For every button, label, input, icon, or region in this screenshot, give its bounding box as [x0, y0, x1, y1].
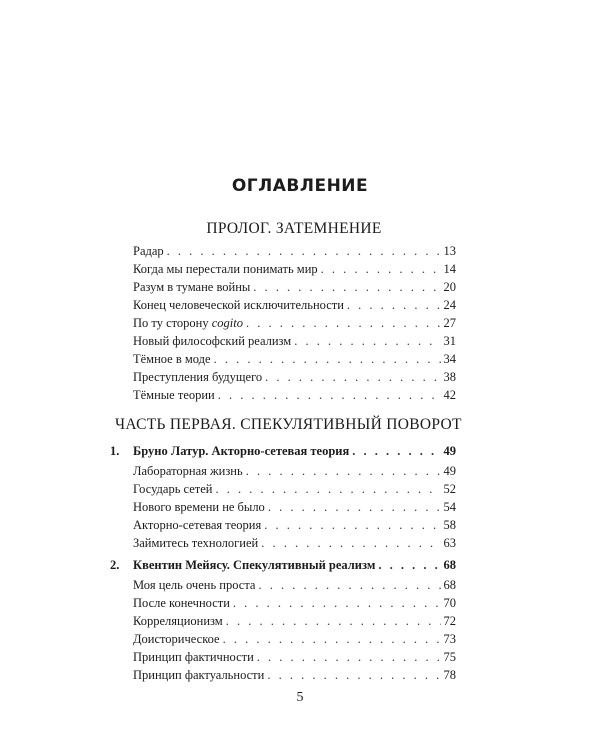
chapter-label: [110, 558, 375, 572]
chapter-title: Квентин Мейясу. Спекулятивный реализм: [133, 558, 376, 572]
leader-dots: [347, 298, 441, 312]
entry-page: 38: [443, 370, 456, 384]
leader-dots: [268, 500, 441, 514]
leader-dots: [378, 558, 440, 572]
leader-dots: [294, 334, 440, 348]
chapter-number: 2.: [110, 558, 120, 572]
entry-label: Нового времени не было: [133, 500, 265, 514]
leader-dots: [258, 578, 440, 592]
entry-label: Акторно-сетевая теория: [133, 518, 262, 532]
toc-entry[interactable]: [133, 352, 456, 366]
toc-entry[interactable]: [133, 464, 456, 478]
entry-label: Моя цель очень проста: [133, 578, 256, 592]
entry-page: 70: [443, 596, 456, 610]
leader-dots: [218, 388, 441, 402]
toc-entry[interactable]: [133, 668, 456, 682]
toc-entry[interactable]: [133, 298, 456, 312]
leader-dots: [321, 262, 441, 276]
entry-page: 20: [443, 280, 456, 294]
toc-entry[interactable]: [133, 632, 456, 646]
toc-entry[interactable]: [133, 518, 456, 532]
toc-heading: ОГЛАВЛЕНИЕ: [231, 176, 369, 196]
toc-entry[interactable]: [133, 596, 456, 610]
entry-page: 14: [443, 262, 456, 276]
entry-page: 49: [443, 464, 456, 478]
chapter-entry[interactable]: [110, 444, 456, 458]
leader-dots: [226, 614, 441, 628]
chapter-entry[interactable]: [110, 558, 456, 572]
entry-page: 63: [443, 536, 456, 550]
toc-entry[interactable]: [133, 316, 456, 330]
entry-label: Разум в тумане войны: [133, 280, 251, 294]
leader-dots: [246, 316, 441, 330]
entry-page: 27: [443, 316, 456, 330]
toc-entry[interactable]: [133, 578, 456, 592]
entry-page: 68: [443, 578, 456, 592]
leader-dots: [261, 536, 440, 550]
toc-entry[interactable]: [133, 614, 456, 628]
page-number: 5: [296, 690, 304, 705]
entry-label: Тёмное в моде: [133, 352, 211, 366]
entry-label: Тёмные теории: [133, 388, 215, 402]
toc-entry[interactable]: [133, 244, 456, 258]
entry-label: Радар: [133, 244, 164, 258]
entry-label: После конечности: [133, 596, 230, 610]
entry-label: Займитесь технологией: [133, 536, 259, 550]
leader-dots: [264, 518, 440, 532]
leader-dots: [167, 244, 441, 258]
toc-entry[interactable]: [133, 482, 456, 496]
entry-page: 54: [443, 500, 456, 514]
leader-dots: [233, 596, 441, 610]
toc-entry[interactable]: [133, 280, 456, 294]
toc-entry[interactable]: [133, 388, 456, 402]
leader-dots: [253, 280, 440, 294]
entry-page: 24: [443, 298, 456, 312]
entry-label: Новый философский реализм: [133, 334, 292, 348]
prolog-title: ПРОЛОГ. ЗАТЕМНЕНИЕ: [206, 220, 382, 237]
leader-dots: [265, 370, 440, 384]
entry-page: 31: [443, 334, 456, 348]
leader-dots: [267, 668, 440, 682]
toc-entry[interactable]: [133, 500, 456, 514]
entry-page: 78: [443, 668, 456, 682]
entry-label-italic: cogito: [211, 316, 243, 330]
leader-dots: [215, 482, 440, 496]
entry-label: [133, 316, 243, 330]
entry-page: 42: [443, 388, 456, 402]
leader-dots: [257, 650, 441, 664]
toc-entry[interactable]: [133, 536, 456, 550]
chapter-page: 49: [443, 444, 456, 458]
chapter-title: Бруно Латур. Акторно-сетевая теория: [133, 444, 350, 458]
leader-dots: [352, 444, 440, 458]
entry-label-prefix: По ту сторону: [133, 316, 212, 330]
entry-label: Доисторическое: [133, 632, 220, 646]
chapter-label: [110, 444, 349, 458]
part1-title: ЧАСТЬ ПЕРВАЯ. СПЕКУЛЯТИВНЫЙ ПОВОРОТ: [115, 416, 462, 433]
entry-label: Принцип фактуальности: [133, 668, 265, 682]
chapter-page: 68: [443, 558, 456, 572]
entry-label: Когда мы перестали понимать мир: [133, 262, 318, 276]
entry-label: Лабораторная жизнь: [133, 464, 243, 478]
toc-entry[interactable]: [133, 370, 456, 384]
toc-entry[interactable]: [133, 650, 456, 664]
entry-label: Государь сетей: [133, 482, 213, 496]
entry-label: Конец человеческой исключительности: [133, 298, 344, 312]
entry-label: Корреляционизм: [133, 614, 223, 628]
entry-page: 58: [443, 518, 456, 532]
leader-dots: [214, 352, 441, 366]
entry-page: 13: [443, 244, 456, 258]
entry-page: 52: [443, 482, 456, 496]
chapter-number: 1.: [110, 444, 120, 458]
leader-dots: [223, 632, 441, 646]
toc-entry[interactable]: [133, 334, 456, 348]
entry-page: 75: [443, 650, 456, 664]
entry-page: 73: [443, 632, 456, 646]
leader-dots: [246, 464, 441, 478]
entry-page: 34: [443, 352, 456, 366]
entry-page: 72: [443, 614, 456, 628]
entry-label: Преступления будущего: [133, 370, 263, 384]
entry-label: Принцип фактичности: [133, 650, 254, 664]
toc-entry[interactable]: [133, 262, 456, 276]
